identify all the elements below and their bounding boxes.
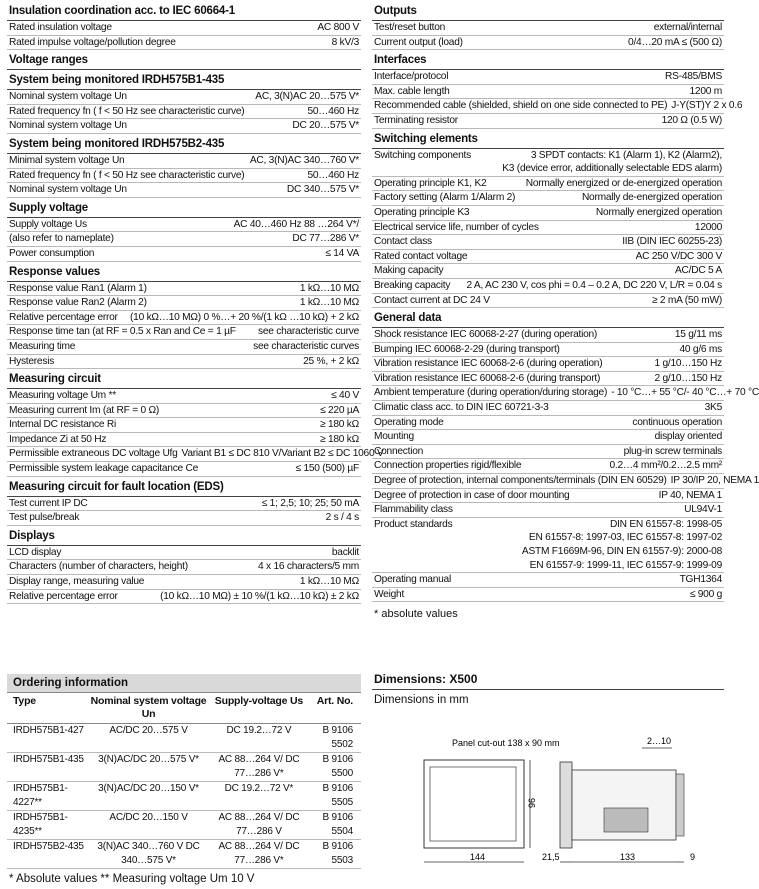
- spec-value: Variant B1 ≤ DC 810 V/Variant B2 ≤ DC 1060 V: [181, 448, 384, 460]
- ordering-information: [7, 674, 361, 889]
- spec-label: Rated frequency fn ( f < 50 Hz see characteristic curve): [9, 105, 245, 117]
- spec-value: 120 Ω (0.5 W): [661, 114, 722, 126]
- spec-label: Operating manual: [374, 574, 451, 586]
- spec-row: [7, 282, 361, 297]
- spec-label: Vibration resistance IEC 60068-2-6 (during transport): [374, 372, 601, 384]
- spec-label: Bumping IEC 60068-2-29 (during transport): [374, 343, 560, 355]
- spec-label: Permissible extraneous DC voltage Ufg: [9, 448, 178, 460]
- spec-value: 12000: [694, 221, 722, 233]
- spec-value: (10 kΩ…10 MΩ) 0 %…+ 20 %/(1 kΩ …10 kΩ) + 2 kΩ: [130, 311, 359, 323]
- spec-label: Test pulse/break: [9, 512, 80, 524]
- ordering-cell: B 9106 5504: [309, 811, 361, 840]
- ordering-cell: B 9106 5502: [309, 724, 361, 753]
- spec-label: Making capacity: [374, 265, 444, 277]
- spec-row: [7, 247, 361, 262]
- spec-row: [372, 401, 724, 416]
- spec-value: DC 340…575 V*: [286, 184, 359, 196]
- spec-label: Operating principle K1, K2: [374, 177, 487, 189]
- spec-value: ≥ 2 mA (50 mW): [651, 294, 722, 306]
- spec-row: [372, 235, 724, 250]
- spec-value: Normally de-energized operation: [581, 192, 722, 204]
- spec-value: ≤ 1; 2,5; 10; 25; 50 mA: [261, 497, 359, 509]
- spec-row: [7, 311, 361, 326]
- ordering-footnote: * Absolute values ** Measuring voltage Um 10 V: [9, 873, 255, 885]
- spec-value: AC, 3(N)AC 340…760 V*: [249, 154, 359, 166]
- spec-label: Relative percentage error: [9, 590, 118, 602]
- spec-value: 4 x 16 characters/5 mm: [258, 561, 359, 573]
- section-heading: Switching elements: [372, 129, 724, 149]
- spec-row: [372, 386, 759, 401]
- spec-row: [7, 418, 361, 433]
- spec-row: [7, 546, 361, 561]
- ordering-cell: B 9106 5505: [309, 782, 361, 811]
- section-heading: System being monitored IRDH575B1-435: [7, 70, 361, 90]
- spec-label: Product standards: [374, 518, 453, 530]
- side-terminals: [604, 808, 648, 832]
- spec-row: [372, 70, 724, 85]
- spec-label: Flammability class: [374, 504, 453, 516]
- spec-label: Nominal system voltage Un: [9, 91, 127, 103]
- dimensions-section: [372, 670, 724, 870]
- spec-row: [372, 177, 724, 192]
- spec-row: [372, 21, 724, 36]
- ordering-cell: 3(N)AC 340…760 V DC 340…575 V*: [88, 840, 209, 869]
- dim-144-label: 144: [470, 852, 486, 862]
- ordering-title: Ordering information: [7, 674, 361, 693]
- spec-value: K3 (device error, additionally selectable EDS alarm): [502, 163, 722, 175]
- spec-row: [372, 149, 724, 163]
- spec-label: Contact class: [374, 236, 432, 248]
- spec-row: [372, 343, 724, 358]
- spec-value: IP 40, NEMA 1: [658, 489, 722, 501]
- spec-value: 25 %, + 2 kΩ: [303, 355, 359, 367]
- ordering-cell: DC 19.2…72 V: [209, 724, 309, 753]
- spec-row: [372, 459, 724, 474]
- section-heading: Voltage ranges: [7, 50, 361, 70]
- spec-label: Internal DC resistance Ri: [9, 419, 116, 431]
- right-spec-column: [372, 0, 759, 626]
- spec-row: [372, 114, 724, 129]
- spec-value: IP 30/IP 20, NEMA 1: [670, 475, 759, 487]
- spec-value: 1 kΩ…10 MΩ: [299, 297, 359, 309]
- ordering-cell: AC 88…264 V/ DC 77…286 V*: [209, 840, 309, 869]
- ordering-cell: DC 19.2…72 V*: [209, 782, 309, 811]
- ordering-cell: B 9106 5500: [309, 753, 361, 782]
- spec-row: [7, 325, 361, 340]
- spec-label: Connection: [374, 445, 424, 457]
- spec-row: [7, 90, 361, 105]
- spec-row: [7, 511, 361, 526]
- spec-label: Relative percentage error: [9, 311, 118, 323]
- section-heading: Supply voltage: [7, 198, 361, 218]
- ordering-row: [7, 782, 361, 811]
- spec-label: Minimal system voltage Un: [9, 154, 125, 166]
- spec-value: 3 SPDT contacts: K1 (Alarm 1), K2 (Alarm2),: [530, 149, 722, 161]
- spec-row: [7, 340, 361, 355]
- spec-label: Shock resistance IEC 60068-2-27 (during operation): [374, 329, 598, 341]
- spec-row: [372, 474, 759, 489]
- spec-label: Operating principle K3: [374, 206, 470, 218]
- spec-label: (also refer to nameplate): [9, 233, 114, 245]
- spec-value: 40 g/6 ms: [679, 343, 722, 355]
- spec-label: Rated insulation voltage: [9, 22, 112, 33]
- spec-value: continuous operation: [632, 416, 722, 428]
- ordering-cell: B 9106 5503: [309, 840, 361, 869]
- spec-label: Power consumption: [9, 247, 95, 259]
- section-heading: Insulation coordination acc. to IEC 60664-1: [7, 0, 361, 21]
- side-back-plug: [676, 774, 684, 836]
- ordering-row: [7, 840, 361, 869]
- spec-value: 1 kΩ…10 MΩ: [299, 282, 359, 294]
- spec-row: [372, 416, 724, 431]
- spec-value: AC 250 V/DC 300 V: [635, 250, 722, 262]
- spec-row: [7, 590, 361, 605]
- dimensions-subtitle: Dimensions in mm: [374, 694, 469, 706]
- spec-value: 0.2…4 mm²/0.2…2.5 mm²: [609, 460, 722, 472]
- spec-value: 0/4…20 mA ≤ (500 Ω): [628, 36, 722, 48]
- spec-value: Normally energized operation: [595, 206, 722, 218]
- spec-label: Vibration resistance IEC 60068-2-6 (during operation): [374, 358, 603, 370]
- spec-row: [372, 573, 724, 588]
- spec-row: [372, 588, 724, 603]
- ordering-cell: IRDH575B1-4235**: [7, 811, 88, 840]
- spec-row: [372, 206, 724, 221]
- section-heading: Response values: [7, 262, 361, 282]
- spec-value: (10 kΩ…10 MΩ) ± 10 %/(1 kΩ…10 kΩ) ± 2 kΩ: [160, 590, 359, 602]
- ordering-header: Supply-voltage Us: [209, 693, 309, 724]
- spec-row: [7, 218, 361, 233]
- front-view-display: [430, 767, 516, 841]
- spec-row: [7, 296, 361, 311]
- ordering-cell: AC/DC 20…150 V: [88, 811, 209, 840]
- spec-label: Nominal system voltage Un: [9, 184, 127, 196]
- spec-row: [7, 462, 361, 477]
- spec-label: Test/reset button: [374, 22, 446, 33]
- spec-value: AC, 3(N)AC 20…575 V*: [255, 91, 359, 103]
- spec-label: Display range, measuring value: [9, 576, 145, 588]
- spec-value: J-Y(ST)Y 2 x 0.6: [671, 100, 743, 112]
- spec-row: [372, 559, 724, 574]
- spec-row: [7, 36, 361, 51]
- dim-2-10-label: 2…10: [647, 736, 672, 746]
- spec-label: Breaking capacity: [374, 279, 451, 291]
- spec-row: [372, 518, 724, 532]
- spec-value: 1 kΩ…10 MΩ: [299, 576, 359, 588]
- spec-label: Impedance Zi at 50 Hz: [9, 433, 107, 445]
- spec-value: see characteristic curves: [253, 340, 359, 352]
- spec-row: [372, 357, 724, 372]
- spec-row: [7, 154, 361, 169]
- spec-row: [7, 232, 361, 247]
- spec-value: 2 g/10…150 Hz: [654, 372, 722, 384]
- spec-row: [372, 489, 724, 504]
- spec-row: [372, 191, 724, 206]
- spec-row: [7, 560, 361, 575]
- ordering-header: Type: [7, 693, 88, 724]
- spec-label: Switching components: [374, 149, 471, 161]
- spec-row: [7, 119, 361, 134]
- spec-label: Ambient temperature (during operation/during storage): [374, 387, 608, 399]
- section-heading: General data: [372, 308, 724, 328]
- spec-label: Weight: [374, 588, 405, 600]
- spec-value: ≤ 150 (500) µF: [295, 463, 359, 475]
- spec-label: Measuring current Im (at RF = 0 Ω): [9, 404, 159, 416]
- dim-21-5-label: 21,5: [542, 852, 560, 862]
- spec-label: Test current IP DC: [9, 497, 88, 509]
- spec-row: [372, 294, 724, 309]
- spec-value: DC 77…286 V*: [292, 233, 359, 245]
- spec-label: Contact current at DC 24 V: [374, 294, 490, 306]
- spec-value: AC 800 V: [317, 22, 359, 33]
- spec-value: AC/DC 5 A: [674, 265, 722, 277]
- spec-label: Rated contact voltage: [374, 250, 468, 262]
- ordering-row: [7, 724, 361, 753]
- spec-row: [372, 531, 724, 545]
- spec-label: Measuring voltage Um **: [9, 390, 116, 402]
- absolute-values-note: * absolute values: [374, 608, 458, 621]
- spec-label: Factory setting (Alarm 1/Alarm 2): [374, 192, 516, 204]
- left-spec-column: [7, 0, 384, 604]
- spec-row: [7, 389, 361, 404]
- spec-value: ≤ 14 VA: [325, 247, 359, 259]
- ordering-table: [7, 693, 361, 869]
- spec-row: [372, 328, 724, 343]
- spec-label: Degree of protection, internal components/terminals (DIN EN 60529): [374, 475, 667, 487]
- spec-value: DIN EN 61557-8: 1998-05: [609, 518, 722, 530]
- spec-label: Current output (load): [374, 36, 463, 48]
- ordering-row: [7, 753, 361, 782]
- spec-value: 50…460 Hz: [307, 105, 359, 117]
- ordering-cell: AC 88…264 V/ DC 77…286 V*: [209, 753, 309, 782]
- spec-label: LCD display: [9, 546, 62, 558]
- ordering-cell: AC 88…264 V/ DC 77…286 V: [209, 811, 309, 840]
- spec-value: 8 kV/3: [331, 36, 359, 48]
- spec-label: Mounting: [374, 431, 414, 443]
- spec-value: ≥ 180 kΩ: [320, 433, 359, 445]
- ordering-header: Nominal system voltage Un: [88, 693, 209, 724]
- spec-row: [372, 221, 724, 236]
- dim-133-label: 133: [620, 852, 636, 862]
- spec-label: Response value Ran1 (Alarm 1): [9, 282, 147, 294]
- section-heading: Interfaces: [372, 50, 724, 70]
- spec-row: [7, 433, 361, 448]
- spec-label: Permissible system leakage capacitance Ce: [9, 463, 199, 475]
- spec-value: 1 g/10…150 Hz: [654, 358, 722, 370]
- spec-row: [7, 447, 384, 462]
- spec-row: [372, 503, 724, 518]
- spec-row: [7, 21, 361, 36]
- spec-label: Degree of protection in case of door mounting: [374, 489, 570, 501]
- ordering-cell: 3(N)AC/DC 20…575 V*: [88, 753, 209, 782]
- ordering-header: Art. No.: [309, 693, 361, 724]
- spec-row: [372, 36, 724, 51]
- spec-value: DC 20…575 V*: [292, 120, 359, 132]
- spec-label: Climatic class acc. to DIN IEC 60721-3-3: [374, 402, 549, 414]
- spec-label: Response value Ran2 (Alarm 2): [9, 297, 147, 309]
- ordering-cell: IRDH575B2-435: [7, 840, 88, 869]
- spec-label: Recommended cable (shielded, shield on one side connected to PE): [374, 100, 668, 112]
- spec-row: [7, 105, 361, 120]
- spec-row: [372, 99, 743, 114]
- spec-row: [372, 430, 724, 445]
- section-heading: Displays: [7, 526, 361, 546]
- spec-value: ASTM F1669M-96, DIN EN 61557-9): 2000-08: [521, 546, 722, 557]
- spec-row: [372, 162, 724, 177]
- spec-label: Electrical service life, number of cycles: [374, 221, 539, 233]
- spec-row: [372, 279, 724, 294]
- dimensions-title: Dimensions: X500: [372, 670, 724, 690]
- spec-label: Measuring time: [9, 340, 76, 352]
- spec-value: 50…460 Hz: [307, 169, 359, 181]
- spec-row: [7, 183, 361, 198]
- spec-value: Normally energized or de-energized operation: [525, 177, 722, 189]
- spec-value: 2 s / 4 s: [325, 512, 359, 524]
- side-front-bezel: [560, 762, 572, 848]
- front-view-outline: [424, 760, 524, 848]
- spec-value: 3K5: [704, 402, 722, 414]
- ordering-cell: AC/DC 20…575 V: [88, 724, 209, 753]
- spec-row: [372, 445, 724, 460]
- spec-label: Rated impulse voltage/pollution degree: [9, 36, 176, 48]
- spec-row: [372, 264, 724, 279]
- spec-value: display oriented: [654, 431, 722, 443]
- spec-row: [7, 575, 361, 590]
- spec-value: 1200 m: [689, 85, 722, 97]
- spec-label: Interface/protocol: [374, 71, 449, 83]
- cutout-label: Panel cut-out 138 x 90 mm: [452, 738, 560, 748]
- spec-row: [7, 404, 361, 419]
- spec-value: backlit: [331, 546, 359, 558]
- spec-label: Response time tan (at RF = 0.5 x Ran and Ce = 1 µF: [9, 326, 236, 338]
- spec-label: Nominal system voltage Un: [9, 120, 127, 132]
- section-heading: Measuring circuit: [7, 369, 361, 389]
- ordering-cell: 3(N)AC/DC 20…150 V*: [88, 782, 209, 811]
- ordering-cell: IRDH575B1-427: [7, 724, 88, 753]
- spec-value: RS-485/BMS: [665, 71, 722, 83]
- spec-value: 2 A, AC 230 V, cos phi = 0.4 – 0.2 A, DC 220 V, L/R = 0.04 s: [466, 279, 722, 291]
- section-heading: Measuring circuit for fault location (EDS): [7, 477, 361, 497]
- spec-value: - 10 °C…+ 55 °C/- 40 °C…+ 70 °C: [611, 387, 759, 399]
- spec-value: TGH1364: [679, 574, 722, 586]
- spec-label: Hysteresis: [9, 355, 55, 367]
- section-heading: Outputs: [372, 0, 724, 21]
- dim-96-label: 96: [527, 797, 537, 808]
- spec-value: external/internal: [653, 22, 722, 33]
- spec-row: [7, 497, 361, 512]
- spec-row: [372, 85, 724, 100]
- dimensions-drawing: [372, 710, 724, 870]
- ordering-cell: IRDH575B1-435: [7, 753, 88, 782]
- spec-value: ≥ 180 kΩ: [320, 419, 359, 431]
- spec-value: ≤ 40 V: [331, 390, 359, 402]
- spec-value: 15 g/11 ms: [674, 329, 722, 341]
- spec-label: Supply voltage Us: [9, 218, 87, 230]
- dim-9-label: 9: [690, 852, 696, 862]
- spec-label: Operating mode: [374, 416, 444, 428]
- spec-label: Rated frequency fn ( f < 50 Hz see characteristic curve): [9, 169, 245, 181]
- spec-row: [7, 355, 361, 370]
- spec-value: EN 61557-9: 1999-11, IEC 61557-9: 1999-09: [529, 559, 722, 571]
- ordering-cell: IRDH575B1-4227**: [7, 782, 88, 811]
- spec-value: ≤ 220 µA: [320, 404, 359, 416]
- spec-label: Characters (number of characters, height): [9, 561, 188, 573]
- ordering-row: [7, 811, 361, 840]
- spec-value: AC 40…460 Hz 88 …264 V*/: [233, 218, 359, 230]
- spec-row: [372, 545, 724, 559]
- spec-label: Max. cable length: [374, 85, 450, 97]
- spec-value: ≤ 900 g: [689, 588, 722, 600]
- spec-row: [372, 250, 724, 265]
- section-heading: System being monitored IRDH575B2-435: [7, 134, 361, 154]
- spec-value: EN 61557-8: 1997-03, IEC 61557-8: 1997-02: [528, 532, 722, 544]
- spec-row: [372, 372, 724, 387]
- spec-value: IIB (DIN IEC 60255-23): [622, 236, 722, 248]
- spec-row: [7, 169, 361, 184]
- spec-label: Connection properties rigid/flexible: [374, 460, 522, 472]
- spec-value: UL94V-1: [684, 504, 722, 516]
- spec-label: Terminating resistor: [374, 114, 458, 126]
- spec-value: plug-in screw terminals: [623, 445, 722, 457]
- spec-value: see characteristic curve: [257, 326, 359, 338]
